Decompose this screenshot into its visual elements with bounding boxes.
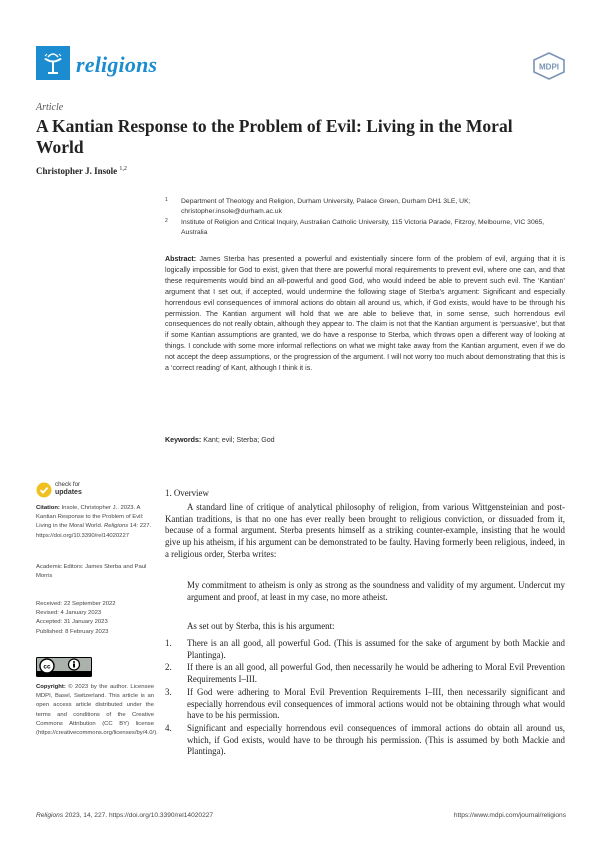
citation-text: Insole, Christopher J.. 2023. A Kantian Response to the Problem of Evil: Living in the Moral World. bbox=[36, 505, 144, 530]
cc-by-license-badge[interactable] bbox=[36, 657, 92, 677]
list-item bbox=[165, 662, 565, 685]
copyright-label: Copyright: bbox=[36, 684, 66, 690]
affiliation-number: 1 bbox=[165, 197, 168, 203]
argument-list bbox=[165, 638, 565, 759]
accepted-date: Accepted: 31 January 2023 bbox=[36, 619, 108, 626]
academic-editors: Academic Editors: James Sterba and Paul Morris bbox=[36, 564, 147, 580]
list-text: If God were adhering to Moral Evil Prevention Requirements I–III, then necessarily significant and especially horrendous evil consequences of immoral actions would not be obtaining through what would have to be his permission. bbox=[187, 686, 565, 721]
section-heading: 1. Overview bbox=[165, 488, 209, 498]
footer-url[interactable]: https://www.mdpi.com/journal/religions bbox=[453, 812, 566, 819]
list-item bbox=[165, 687, 565, 722]
affiliations bbox=[165, 197, 565, 239]
body-paragraph: As set out by Sterba, this is his argument: bbox=[187, 621, 335, 631]
journal-header bbox=[36, 46, 566, 92]
affiliation-text: Department of Theology and Religion, Durham University, Palace Green, Durham DH1 3LE, UK; christopher.insole@durham.ac.uk bbox=[181, 198, 471, 215]
check-for-updates-button[interactable] bbox=[36, 481, 96, 501]
citation-label: Citation: bbox=[36, 505, 60, 511]
chalice-icon bbox=[36, 46, 70, 80]
affiliation-number: 2 bbox=[165, 218, 168, 224]
citation-doi[interactable]: 14: 227. https://doi.org/10.3390/rel14020227 bbox=[36, 523, 152, 539]
list-number: 4. bbox=[165, 722, 172, 733]
abstract-text: James Sterba has presented a powerful and existentially sincere form of the problem of evil, arguing that it is logically impossible for God to exist, given that there are powerful moral requirements to prevent evil, where one can, and that these requirements would bind an all-powerful and good God, who would indeed be able to prevent such evil. The ‘Kantian’ argument that I set out, if accepted, would undermine the following stage of Sterba’s argument: Significant and especially horrendous evil consequences of immoral actions do obtain all around us, which, if God exists, would have to be through his permission. The Kantian argument will hold that we are able to believe that, in some sense, such horrendous evil consequences do not really obtain, although they appear to. The claim is not that the Kantian argument is ‘persuasive’, but that if some Kantian assumptions are granted, we do have a response to Sterba, which throws open a different way of looking at things. I conclude with some more informal reflections on what we might take away from the Kantian argument, even if we do not accept the deep assumptions, or the progression of the argument. I will not worry too much about demonstrating that this is a ‘correct reading’ of Kant, although I think it is. bbox=[165, 255, 565, 373]
block-quote: My commitment to atheism is only as strong as the soundness and validity of my argument. Undercut my argument and proof, at least in my case, no more atheist. bbox=[187, 580, 565, 602]
svg-text:MDPI: MDPI bbox=[539, 62, 559, 72]
author-name[interactable]: Christopher J. Insole bbox=[36, 166, 118, 176]
received-date: Received: 22 September 2022 bbox=[36, 601, 116, 607]
list-number: 2. bbox=[165, 662, 172, 673]
list-number: 1. bbox=[165, 638, 172, 648]
list-text: There is an all good, all powerful God. (This is assumed for the sake of argument by both Mackie and Plantinga). bbox=[187, 638, 565, 660]
footer-journal: Religions bbox=[36, 812, 64, 819]
copyright-block bbox=[36, 683, 158, 738]
abstract bbox=[165, 254, 565, 374]
list-item bbox=[165, 723, 565, 758]
check-line1: check for bbox=[55, 481, 81, 488]
revised-date: Revised: 4 January 2023 bbox=[36, 610, 102, 617]
check-line2: updates bbox=[55, 488, 82, 496]
list-text: If there is an all good, all powerful God, then necessarily he would be adhering to Moral Evil Prevention Requirements I–III. bbox=[187, 662, 565, 685]
page-title: A Kantian Response to the Problem of Evil: Living in the Moral World bbox=[36, 116, 513, 157]
check-updates-icon bbox=[36, 482, 52, 498]
publication-dates bbox=[36, 600, 154, 637]
mdpi-logo[interactable] bbox=[532, 52, 566, 80]
article-type: Article bbox=[36, 102, 64, 113]
body-paragraph: A standard line of critique of analytical philosophy of religion, from various Wittgensteinian and post-Kantian traditions, is that no one has ever really been brought to religious conviction, or dissuaded from it, because of a formal argument. Sterba presents himself as a striking counter-example, insisting that he would give up his atheism, if his argument can be demonstrated to be faulty. Having formerly been religious, indeed, in a religious order, Sterba writes: bbox=[165, 502, 565, 559]
affiliation-item bbox=[165, 218, 565, 238]
copyright-text: © 2023 by the author. Licensee MDPI, Basel, Switzerland. This article is an open access article distributed under the terms and conditions of the Creative Commons Attribution (CC BY) license (https://creativecommons.org/licenses/by/4.0/). bbox=[36, 684, 158, 737]
author-line bbox=[36, 166, 127, 176]
citation-journal: Religions bbox=[104, 523, 129, 530]
keywords bbox=[165, 436, 565, 444]
author-superscript: 1,2 bbox=[119, 166, 127, 172]
check-updates-text bbox=[55, 481, 82, 496]
list-item bbox=[165, 638, 565, 661]
abstract-label: Abstract: bbox=[165, 255, 197, 263]
affiliation-item bbox=[165, 197, 565, 217]
published-date: Published: 8 February 2023 bbox=[36, 628, 109, 635]
citation-block bbox=[36, 504, 154, 541]
affiliation-text: Institute of Religion and Critical Inquiry, Australian Catholic University, 115 Victoria Parade, Fitzroy, Melbourne, VIC 3065, Australia bbox=[181, 219, 545, 236]
journal-name[interactable]: religions bbox=[76, 52, 158, 77]
list-number: 3. bbox=[165, 686, 172, 697]
svg-text:cc: cc bbox=[43, 663, 51, 671]
footer-citation bbox=[36, 812, 213, 819]
list-text: Significant and especially horrendous evil consequences of immoral actions do obtain all around us, which, if God exists, would have to be through his permission. (This is assumed by both Mackie and Plantinga). bbox=[187, 722, 565, 757]
footer-cite[interactable]: 2023, 14, 227. https://doi.org/10.3390/rel14020227 bbox=[64, 812, 214, 819]
keywords-label: Keywords: bbox=[165, 436, 202, 444]
keywords-text: Kant; evil; Sterba; God bbox=[203, 436, 275, 444]
